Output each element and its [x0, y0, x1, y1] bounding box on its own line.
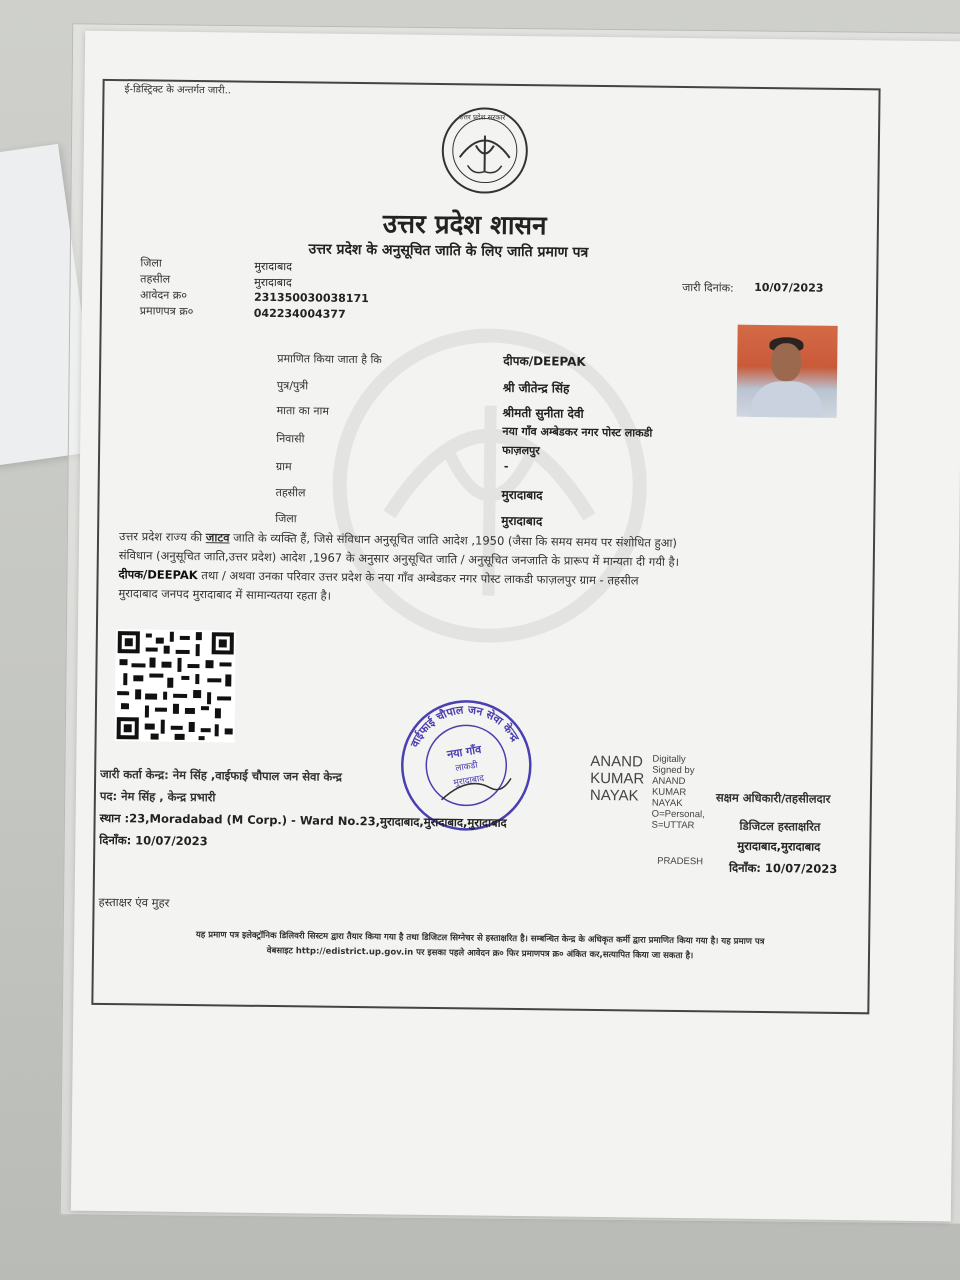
- resident-line-1: नया गाँव अम्बेडकर नगर पोस्ट लाकडी: [502, 424, 653, 440]
- sig-info-4: KUMAR: [651, 786, 687, 799]
- signer-name-2: KUMAR: [590, 769, 645, 788]
- footer-line-2: वेबसाइट http://edistrict.up.gov.in पर इसका पहले आवेदन क्र० फिर प्रमाणपत्र क्र० अंकित कर,सत्यापित किया जा सकता है।: [266, 945, 694, 962]
- stamp-center-1: नया गाँव: [446, 742, 483, 762]
- body-text-2: संविधान (अनुसूचित जाति,उत्तर प्रदेश) आदेश ,1967 के अनुसार अनुसूचित जाति / अनुसूचित जनजाति के प्रारूप में मान्यता दी गयी है।: [118, 548, 680, 569]
- detail-district-value: मुरादाबाद: [501, 513, 543, 529]
- village-label: ग्राम: [275, 460, 292, 474]
- digital-signer-name: [590, 753, 645, 805]
- issue-date-value: 10/07/2023: [754, 280, 824, 295]
- sig-info-6: O=Personal,: [651, 808, 705, 821]
- caste-name: जाटव: [205, 530, 230, 545]
- page-title: उत्तर प्रदेश शासन: [382, 209, 547, 242]
- parent-label: पुत्र/पुत्री: [276, 379, 309, 393]
- meta-certificate-value: 042234004377: [253, 306, 346, 321]
- meta-certificate-label: प्रमाणपत्र क्र०: [139, 304, 194, 319]
- body-text-1a: उत्तर प्रदेश राज्य की: [118, 529, 206, 545]
- meta-tehsil-label: तहसील: [140, 272, 171, 286]
- certified-name: दीपक/DEEPAK: [503, 353, 586, 369]
- mother-label: माता का नाम: [276, 404, 330, 418]
- certified-label: प्रमाणित किया जाता है कि: [277, 352, 382, 367]
- certificate-sheet: [71, 31, 960, 1222]
- applicant-photo: [737, 325, 838, 418]
- issuer-date: दिनाँक: 10/07/2023: [99, 832, 208, 849]
- body-text-4: मुरादाबाद जनपद मुरादाबाद में सामान्यतया रहता है।: [118, 586, 332, 603]
- sig-info-5: NAYAK: [651, 797, 683, 810]
- sig-info-7: S=UTTAR: [651, 819, 695, 832]
- digital-signature-info: [652, 754, 706, 832]
- issuer-center: जारी कर्ता केन्द्र: नेम सिंह ,वाईफाई चौपाल जन सेवा केन्द्र: [100, 766, 343, 784]
- sig-info-2: Signed by: [652, 764, 695, 777]
- issuer-post: पद: नेम सिंह , केन्द्र प्रभारी: [99, 788, 216, 805]
- meta-district-value: मुरादाबाद: [254, 259, 293, 274]
- qr-code: [115, 629, 236, 742]
- body-text-1b: जाति के व्यक्ति हैं, जिसे संविधान अनुसूचित जाति आदेश ,1950 (जैसा कि समय समय पर संशोधित हुआ): [229, 530, 677, 550]
- watermark-emblem: [327, 314, 651, 678]
- meta-application-value: 231350030038171: [253, 290, 369, 306]
- resident-line-2: फाज़लपुर: [502, 443, 540, 458]
- header-note: ई-डिस्ट्रिक्ट के अन्तर्गत जारी..: [124, 84, 232, 97]
- body-applicant-name: दीपक/DEEPAK: [118, 567, 198, 583]
- signer-name-3: NAYAK: [589, 786, 639, 805]
- meta-district-label: जिला: [140, 256, 162, 270]
- mother-name: श्रीमती सुनीता देवी: [502, 405, 584, 421]
- stamp-ring-text: वाईफाई चौपाल जन सेवा केन्द्र: [407, 703, 522, 750]
- sig-info-8: PRADESH: [657, 855, 704, 868]
- emblem-text: उत्तर प्रदेश सरकार: [459, 113, 506, 122]
- parent-name: श्री जीतेन्द्र सिंह: [502, 380, 570, 396]
- detail-tehsil-value: मुरादाबाद: [501, 487, 543, 503]
- issue-date-label: जारी दिनांक:: [682, 280, 734, 295]
- authority-digital: डिजिटल हस्ताक्षरित: [739, 818, 821, 834]
- detail-district-label: जिला: [275, 512, 297, 526]
- detail-tehsil-label: तहसील: [275, 486, 306, 500]
- meta-tehsil-value: मुरादाबाद: [254, 275, 292, 290]
- authority-place: मुरादाबाद,मुरादाबाद: [737, 838, 821, 854]
- village-value: -: [503, 459, 509, 473]
- sig-info-1: Digitally: [652, 753, 686, 766]
- sig-info-3: ANAND: [652, 775, 686, 788]
- authority-title: सक्षम अधिकारी/तहसीलदार: [715, 790, 831, 806]
- certificate-subtitle: उत्तर प्रदेश के अनुसूचित जाति के लिए जाति प्रमाण पत्र: [308, 241, 589, 261]
- authority-date: दिनाँक: 10/07/2023: [728, 860, 838, 876]
- signature-seal-label: हस्ताक्षर एंव मुहर: [98, 894, 170, 910]
- stamp-center-3: मुरादाबाद: [452, 773, 485, 789]
- footer-line-1: यह प्रमाण पत्र इलेक्ट्रॉनिक डिलिवरी सिस्टम द्वारा तैयार किया गया है तथा डिजिटल सिग्नेचर से हस्ताक्षरित है। सम्बन्धित केन्द्र के अधिकृत कर्मी द्वारा प्रमाणित किया गया है। यह प्रमाण पत्र: [195, 930, 765, 948]
- stamp-center-2: लाकडी: [454, 760, 479, 775]
- signer-name-1: ANAND: [590, 752, 643, 771]
- issuer-place: स्थान :23,Moradabad (M Corp.) - Ward No.23,मुरादाबाद,मुरादाबाद,मुरादाबाद: [99, 810, 507, 830]
- certificate-body: [118, 527, 839, 612]
- body-text-3: तथा / अथवा उनका परिवार उत्तर प्रदेश के नया गाँव अम्बेडकर नगर पोस्ट लाकडी फाज़लपुर ग्राम - तहसील: [197, 568, 639, 588]
- resident-label: निवासी: [276, 432, 305, 446]
- meta-application-label: आवेदन क्र०: [139, 288, 188, 302]
